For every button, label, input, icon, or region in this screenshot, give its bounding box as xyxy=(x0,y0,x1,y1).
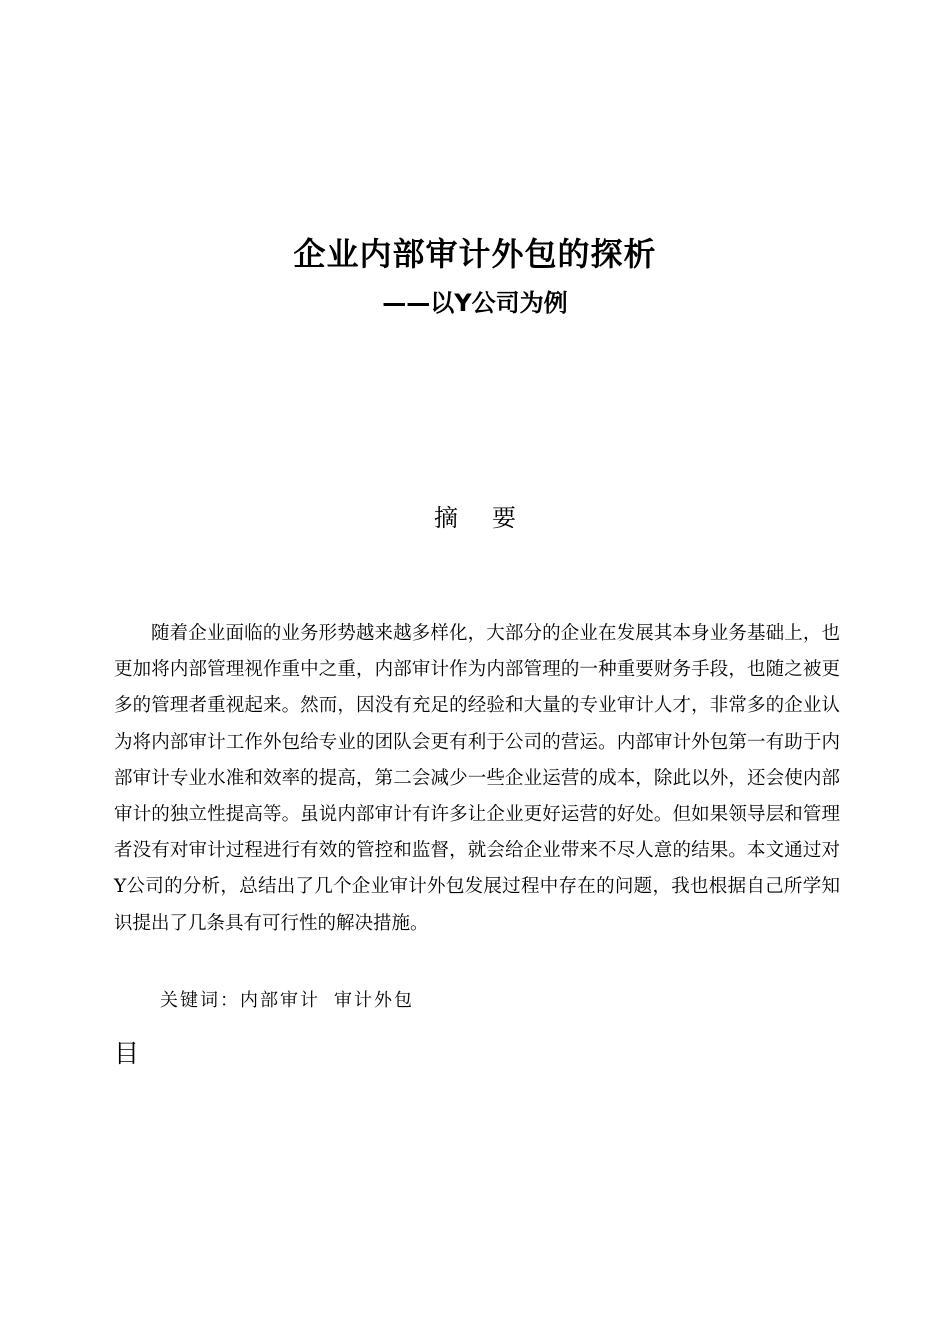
keywords-line xyxy=(160,986,414,1016)
keyword-item: 内部审计 xyxy=(240,990,320,1011)
document-subtitle: ——以Y公司为例 xyxy=(382,289,568,317)
keywords-label: 关键词： xyxy=(160,990,240,1011)
abstract-heading: 摘要 xyxy=(434,504,550,532)
toc-heading: 目 xyxy=(114,1039,140,1068)
abstract-body: 随着企业面临的业务形势越来越多样化，大部分的企业在发展其本身业务基础上，也更加将内部管理视作重中之重，内部审计作为内部管理的一种重要财务手段，也随之被更多的管理者重视起来。然而，因没有充足的经验和大量的专业审计人才，非常多的企业认为将内部审计工作外包给专业的团队会更有利于公司的营运。内部审计外包第一有助于内部审计专业水准和效率的提高，第二会减少一些企业运营的成本，除此以外，还会使内部审计的独立性提高等。虽说内部审计有许多让企业更好运营的好处。但如果领导层和管理者没有对审计过程进行有效的管控和监督，就会给企业带来不尽人意的结果。本文通过对Y公司的分析，总结出了几个企业审计外包发展过程中存在的问题，我也根据自己所学知识提出了几条具有可行性的解决措施。 xyxy=(114,623,840,934)
keyword-item: 审计外包 xyxy=(334,990,414,1011)
document-title: 企业内部审计外包的探析 xyxy=(293,235,657,273)
